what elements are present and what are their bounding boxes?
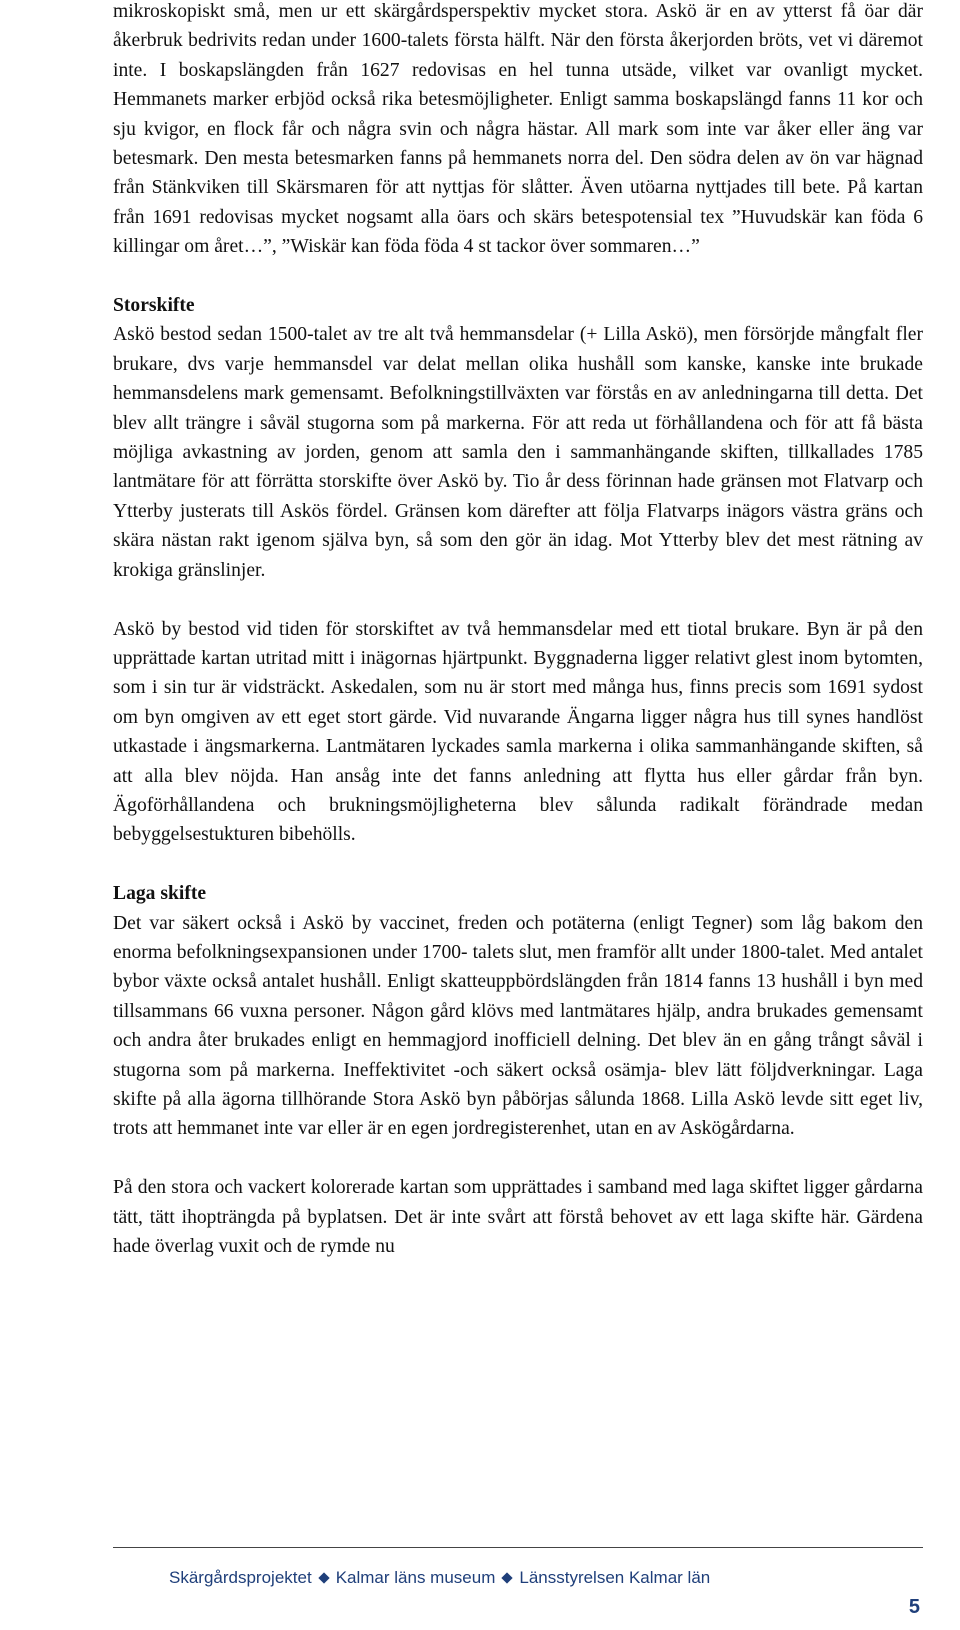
footer-rule: [113, 1547, 923, 1548]
heading-laga-skifte: Laga skifte: [113, 883, 207, 905]
paragraph-kartan: På den stora och vackert kolorerade kartan som upprättades i samband med laga skiftet ligger gårdarna tätt, tätt ihopträngda på byplatsen. Det är inte svårt att förstå behovet av ett laga skifte här. Gärdena hade överlag vuxit och de rymde nu: [113, 1177, 923, 1257]
paragraph-intro: mikroskopiskt små, men ur ett skärgårdsperspektiv mycket stora. Askö är en av ytterst få öar där åkerbruk bedrivits redan under 1600-talets första hälft. När den första åkerjorden bröts, vet vi däremot inte. I boskapslängden från 1627 redovisas en hel tunna utsäde, vilket var ovanligt mycket. Hemmanets marker erbjöd också rika betesmöjligheter. Enligt samma boskapslängd fanns 11 kor och sju kvigor, en flock får och några svin och några hästar. All mark som inte var åker eller äng var betesmark. Den mesta betesmarken fanns på hemmanets norra del. Den södra delen av ön var hägnad från Stänkviken till Skärsmaren för att nyttjas för slåtter. Även utöarna nyttjades till bete. På kartan från 1691 redovisas mycket nogsamt alla öars och skärs betespotensial tex ”Huvudskär kan föda 6 killingar om året…”, ”Wiskär kan föda föda 4 st tackor över sommaren…”: [113, 1, 923, 258]
heading-storskifte: Storskifte: [113, 295, 195, 317]
paragraph-spacer: [113, 850, 923, 879]
paragraph-laga-skifte: Det var säkert också i Askö by vaccinet, freden och potäterna (enligt Tegner) som låg bakom den enorma befolkningsexpansionen under 1700- talets slut, men framför allt under 1800-talet. Med antalet bybor växte också antalet hushåll. Enligt skatteuppbördslängden från 1814 fanns 13 hushåll i byn med tillsammans 66 vuxna personer. Någon gård klövs med lantmätares hjälp, andra brukades gemensamt och andra åter brukades enligt en hemmagjord inofficiell delning. Det blev än en gång trångt såväl i stugorna som på markerna. Ineffektivitet -och säkert också osämja- blev lätt följdverkningar. Laga skifte på alla ägorna tillhörande Stora Askö byn påbörjas sålunda 1868. Lilla Askö levde sitt eget liv, trots att hemmanet inte var eller är en egen jordregisterenhet, utan en av Askögårdarna.: [113, 912, 923, 1140]
paragraph-askoe-by: Askö by bestod vid tiden för storskiftet av två hemmansdelar med ett tiotal brukare. Byn är på den upprättade kartan utritad mitt i inägornas hjärtpunkt. Byggnaderna ligger relativt glest inom bytomten, som i sin tur är vidsträckt. Askedalen, som nu är stort med många hus, finns precis som 1691 sydost om byn omgiven av ett eget stort gärde. Vid nuvarande Ängarna ligger några hus till synes handlöst utkastade i ängsmarkerna. Lantmätaren lyckades samla markerna i olika sammanhängande skiften, så att alla blev nöjda. Han ansåg inte det fanns anledning att flytta hus eller gårdar från byn. Ägoförhållandena och brukningsmöjligheterna blev sålunda radikalt förändrade medan bebyggelsestukturen bibehölls.: [113, 618, 923, 846]
paragraph-spacer: [113, 1144, 923, 1173]
footer: [169, 1568, 710, 1588]
paragraph-spacer: [113, 262, 923, 291]
diamond-icon: [318, 1572, 329, 1583]
paragraph-storskifte: Askö bestod sedan 1500-talet av tre alt två hemmansdelar (+ Lilla Askö), men försörjde mångfalt fler brukare, dvs varje hemmansdel var delat mellan olika hushåll som kanske, kanske inte brukade hemmansdelens mark gemensamt. Befolkningstillväxten var förstås en av anledningarna till detta. Det blev allt trängre i såväl stugorna som på markerna. För att reda ut förhållandena och för att få bästa möjliga avkastning av jorden, genom att samla den i sammanhängande skiften, tillkallades 1785 lantmätare för att förrätta storskifte över Askö by. Tio år dess förinnan hade gränsen mot Flatvarp och Ytterby justerats till Askös fördel. Gränsen kom därefter att följa Flatvarps inägors västra gräns och skära nästan rakt igenom själva byn, så som den gör än idag. Mot Ytterby blev det mest rätning av krokiga gränslinjer.: [113, 324, 923, 581]
footer-museum: Kalmar läns museum: [335, 1568, 496, 1587]
footer-county-board: Länsstyrelsen Kalmar län: [519, 1568, 711, 1587]
paragraph-spacer: [113, 585, 923, 614]
document-body: [113, 0, 923, 1261]
page-number: 5: [908, 1596, 920, 1618]
footer-project: Skärgårdsprojektet: [169, 1568, 312, 1587]
diamond-icon: [502, 1572, 513, 1583]
